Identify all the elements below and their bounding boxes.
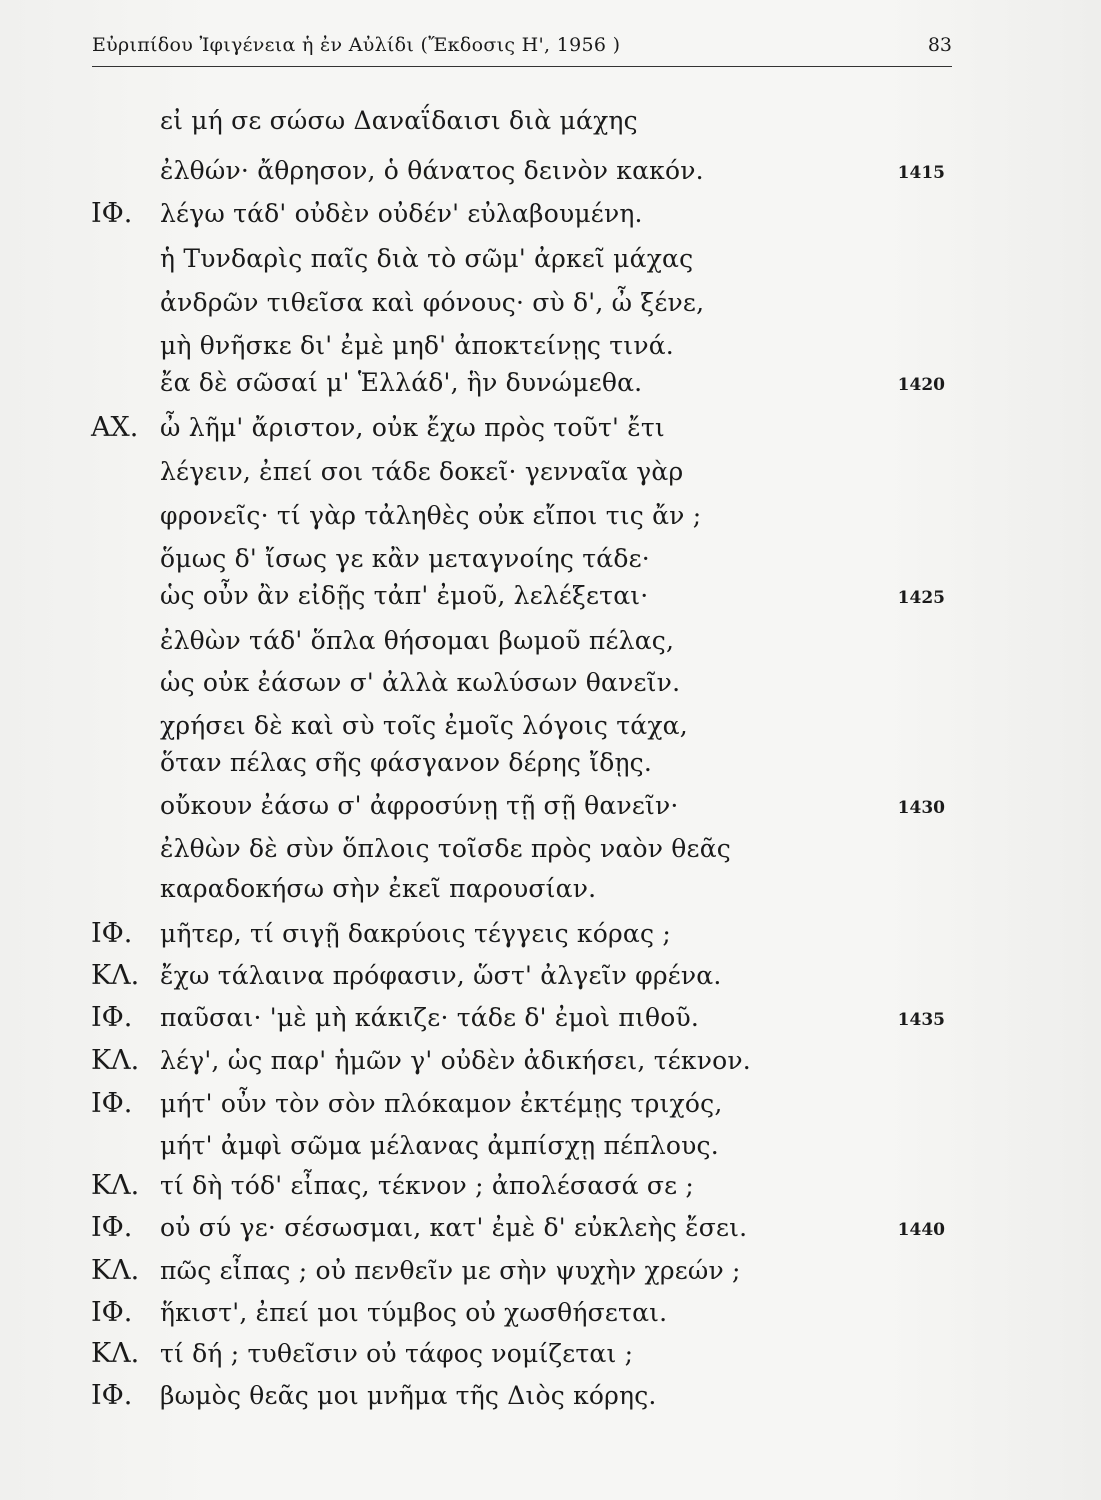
verse-text: βωμὸς θεᾶς μοι μνῆμα τῆς Διὸς κόρης. <box>160 1381 657 1410</box>
line-number: 1425 <box>897 588 945 608</box>
verse-line <box>0 620 1101 662</box>
verse-text: χρήσει δὲ καὶ σὺ τοῖς ἐμοῖς λόγοις τάχα, <box>160 711 688 740</box>
page-header <box>92 34 952 68</box>
verse-line <box>0 955 1101 997</box>
page-number: 83 <box>927 34 952 56</box>
verse-text: τί δή ; τυθεῖσιν οὐ τάφος νομίζεται ; <box>160 1339 634 1368</box>
speaker-label: ΙΦ. <box>91 198 133 229</box>
verse-text: ἔα δὲ σῶσαί μ' Ἑλλάδ', ἣν δυνώμεθα. <box>160 368 643 397</box>
verse-text: μήτ' οὖν τὸν σὸν πλόκαμον ἐκτέμῃς τριχός, <box>160 1089 723 1118</box>
verse-line <box>0 325 1101 367</box>
verse-text: ὅταν πέλας σῆς φάσγανον δέρης ἴδῃς. <box>160 748 653 777</box>
line-number: 1415 <box>897 163 945 183</box>
verse-text: φρονεῖς· τί γὰρ τἀληθὲς οὐκ εἴποι τις ἄν ; <box>160 501 702 530</box>
verse-line <box>0 150 1101 192</box>
verse-line <box>0 1083 1101 1125</box>
verse-text: οὐ σύ γε· σέσωσμαι, κατ' ἐμὲ δ' εὐκλεὴς ἔσει. <box>160 1213 748 1242</box>
line-number: 1440 <box>897 1220 945 1240</box>
verse-line <box>0 828 1101 870</box>
speaker-label: ΙΦ. <box>91 918 133 949</box>
verse-text: πῶς εἶπας ; οὐ πενθεῖν με σὴν ψυχὴν χρεών ; <box>160 1256 741 1285</box>
speaker-label: ΙΦ. <box>91 1380 133 1411</box>
verse-text: παῦσαι· 'μὲ μὴ κάκιζε· τάδε δ' ἐμοὶ πιθοῦ. <box>160 1003 700 1032</box>
verse-line <box>0 785 1101 827</box>
speaker-label: ΚΛ. <box>91 960 140 991</box>
verse-text: εἰ μή σε σώσω Δαναΐδαισι διὰ μάχης <box>160 106 638 135</box>
verse-line <box>0 662 1101 704</box>
verse-text: ἐλθών· ἄθρησον, ὁ θάνατος δεινὸν κακόν. <box>160 156 704 185</box>
verse-line <box>0 1375 1101 1417</box>
speaker-label: ΑΧ. <box>91 412 139 443</box>
verse-line <box>0 451 1101 493</box>
verse-line <box>0 193 1101 235</box>
verse-line <box>0 575 1101 617</box>
verse-text: μήτ' ἀμφὶ σῶμα μέλανας ἀμπίσχῃ πέπλους. <box>160 1131 719 1160</box>
verse-line <box>0 1165 1101 1207</box>
verse-line <box>0 495 1101 537</box>
verse-text: ὡς οὖν ἂν εἰδῇς τἀπ' ἐμοῦ, λελέξεται· <box>160 581 649 610</box>
verse-text: λέγω τάδ' οὐδὲν οὐδέν' εὐλαβουμένη. <box>160 199 643 228</box>
verse-line <box>0 282 1101 324</box>
verse-text: λέγειν, ἐπεί σοι τάδε δοκεῖ· γενναῖα γὰρ <box>160 457 684 486</box>
running-title: Εὐριπίδου Ἰφιγένεια ἡ ἐν Αὐλίδι (Ἔκδοσις Η', 1956 ) <box>92 34 621 56</box>
verse-line <box>0 705 1101 747</box>
speaker-label: ΙΦ. <box>91 1002 133 1033</box>
verse-text: λέγ', ὡς παρ' ἡμῶν γ' οὐδὲν ἀδικήσει, τέκνον. <box>160 1046 751 1075</box>
verse-text: οὔκουν ἐάσω σ' ἀφροσύνῃ τῇ σῇ θανεῖν· <box>160 791 679 820</box>
verse-line <box>0 1125 1101 1167</box>
header-rule <box>92 66 952 67</box>
verse-text: ὅμως δ' ἴσως γε κἂν μεταγνοίης τάδε· <box>160 544 650 573</box>
verse-line <box>0 238 1101 280</box>
verse-line <box>0 1040 1101 1082</box>
verse-text: ἡ Τυνδαρὶς παῖς διὰ τὸ σῶμ' ἀρκεῖ μάχας <box>160 244 694 273</box>
line-number: 1430 <box>897 798 945 818</box>
verse-text: μὴ θνῆσκε δι' ἐμὲ μηδ' ἀποκτείνῃς τινά. <box>160 331 674 360</box>
verse-line <box>0 997 1101 1039</box>
verse-text: καραδοκήσω σὴν ἐκεῖ παρουσίαν. <box>160 874 597 903</box>
verse-text: ὡς οὐκ ἐάσων σ' ἀλλὰ κωλύσων θανεῖν. <box>160 668 681 697</box>
speaker-label: ΚΛ. <box>91 1338 140 1369</box>
speaker-label: ΚΛ. <box>91 1045 140 1076</box>
verse-line <box>0 538 1101 580</box>
verse-text: ἀνδρῶν τιθεῖσα καὶ φόνους· σὺ δ', ὦ ξένε, <box>160 288 705 317</box>
speaker-label: ΚΛ. <box>91 1255 140 1286</box>
verse-text: ἐλθὼν τάδ' ὅπλα θήσομαι βωμοῦ πέλας, <box>160 626 675 655</box>
verse-line <box>0 362 1101 404</box>
verse-line <box>0 1207 1101 1249</box>
verse-line <box>0 868 1101 910</box>
verse-text: μῆτερ, τί σιγῇ δακρύοις τέγγεις κόρας ; <box>160 919 671 948</box>
verse-text: ὦ λῆμ' ἄριστον, οὐκ ἔχω πρὸς τοῦτ' ἔτι <box>160 413 665 442</box>
verse-text: τί δὴ τόδ' εἶπας, τέκνον ; ἀπολέσασά σε ; <box>160 1171 695 1200</box>
verse-line <box>0 407 1101 449</box>
verse-line <box>0 1250 1101 1292</box>
speaker-label: ΙΦ. <box>91 1297 133 1328</box>
speaker-label: ΙΦ. <box>91 1212 133 1243</box>
verse-line <box>0 742 1101 784</box>
verse-line <box>0 1333 1101 1375</box>
verse-line <box>0 100 1101 142</box>
speaker-label: ΚΛ. <box>91 1170 140 1201</box>
speaker-label: ΙΦ. <box>91 1088 133 1119</box>
verse-text: ἔχω τάλαινα πρόφασιν, ὥστ' ἀλγεῖν φρένα. <box>160 961 722 990</box>
line-number: 1420 <box>897 375 945 395</box>
verse-text: ἐλθὼν δὲ σὺν ὅπλοις τοῖσδε πρὸς ναὸν θεᾶς <box>160 834 731 863</box>
verse-text: ἥκιστ', ἐπεί μοι τύμβος οὐ χωσθήσεται. <box>160 1298 668 1327</box>
verse-line <box>0 913 1101 955</box>
verse-line <box>0 1292 1101 1334</box>
line-number: 1435 <box>897 1010 945 1030</box>
